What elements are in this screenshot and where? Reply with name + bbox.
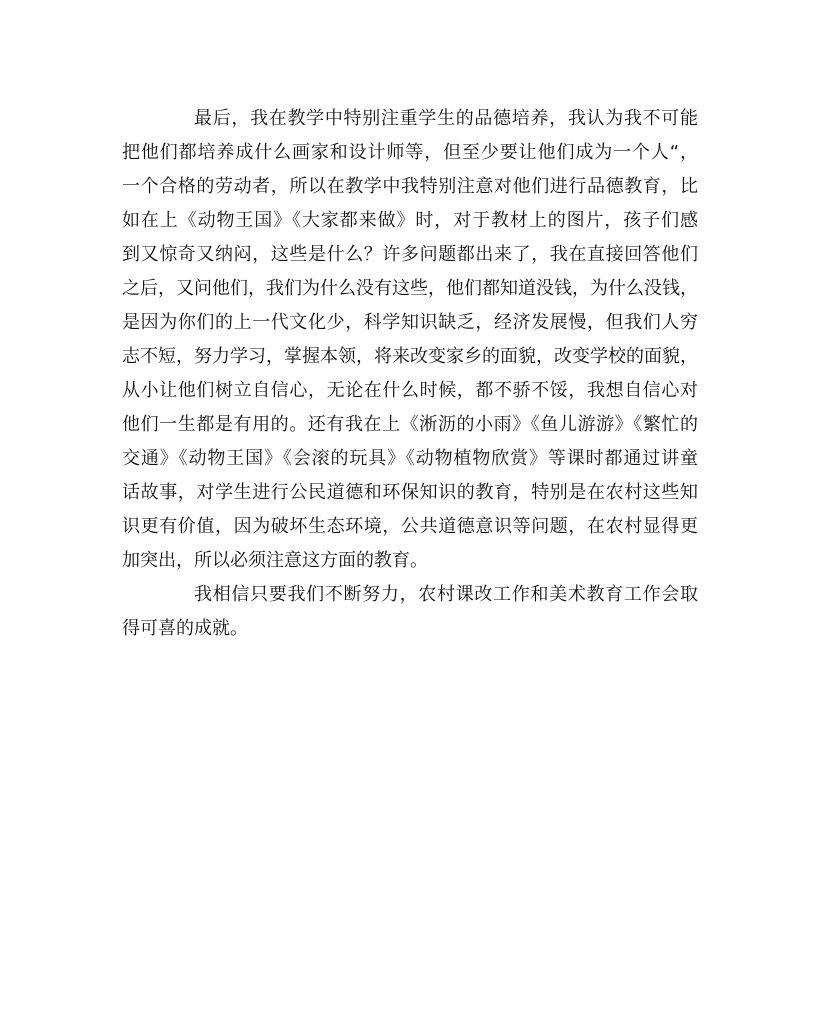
paragraph-1 (122, 102, 698, 578)
text-line: 加突出，所以必须注意这方面的教育。 (122, 550, 428, 571)
text-line: 一个合格的劳动者，所以在教学中我特别注意对他们进行品德教育，比 (122, 176, 698, 197)
text-line: 他们一生都是有用的。还有我在上《淅沥的小雨》《鱼儿游游》《繁忙的 (122, 414, 698, 435)
document-body (122, 102, 698, 646)
text-line: 是因为你们的上一代文化少，科学知识缺乏，经济发展慢，但我们人穷 (122, 312, 698, 333)
text-line: 如在上《动物王国》《大家都来做》时，对于教材上的图片，孩子们感 (122, 210, 698, 231)
text-line: 得可喜的成就。 (122, 618, 248, 639)
text-line: 志不短，努力学习，掌握本领，将来改变家乡的面貌，改变学校的面貌， (122, 346, 698, 367)
text-line: 之后，又问他们，我们为什么没有这些，他们都知道没钱，为什么没钱， (122, 278, 698, 299)
paragraph-2 (122, 578, 698, 646)
text-line: 识更有价值，因为破坏生态环境，公共道德意识等问题，在农村显得更 (122, 516, 698, 537)
text-line: 从小让他们树立自信心，无论在什么时候，都不骄不馁，我想自信心对 (122, 380, 698, 401)
text-line: 话故事，对学生进行公民道德和环保知识的教育，特别是在农村这些知 (122, 482, 698, 503)
text-line: 到又惊奇又纳闷，这些是什么？许多问题都出来了，我在直接回答他们 (122, 244, 698, 265)
text-line: 交通》《动物王国》《会滚的玩具》《动物植物欣赏》等课时都通过讲童 (122, 448, 698, 469)
text-line: 最后，我在教学中特别注重学生的品德培养，我认为我不可能 (194, 108, 698, 129)
text-line: 我相信只要我们不断努力，农村课改工作和美术教育工作会取 (194, 584, 698, 605)
text-line: 把他们都培养成什么画家和设计师等，但至少要让他们成为一个人“， (122, 142, 698, 163)
